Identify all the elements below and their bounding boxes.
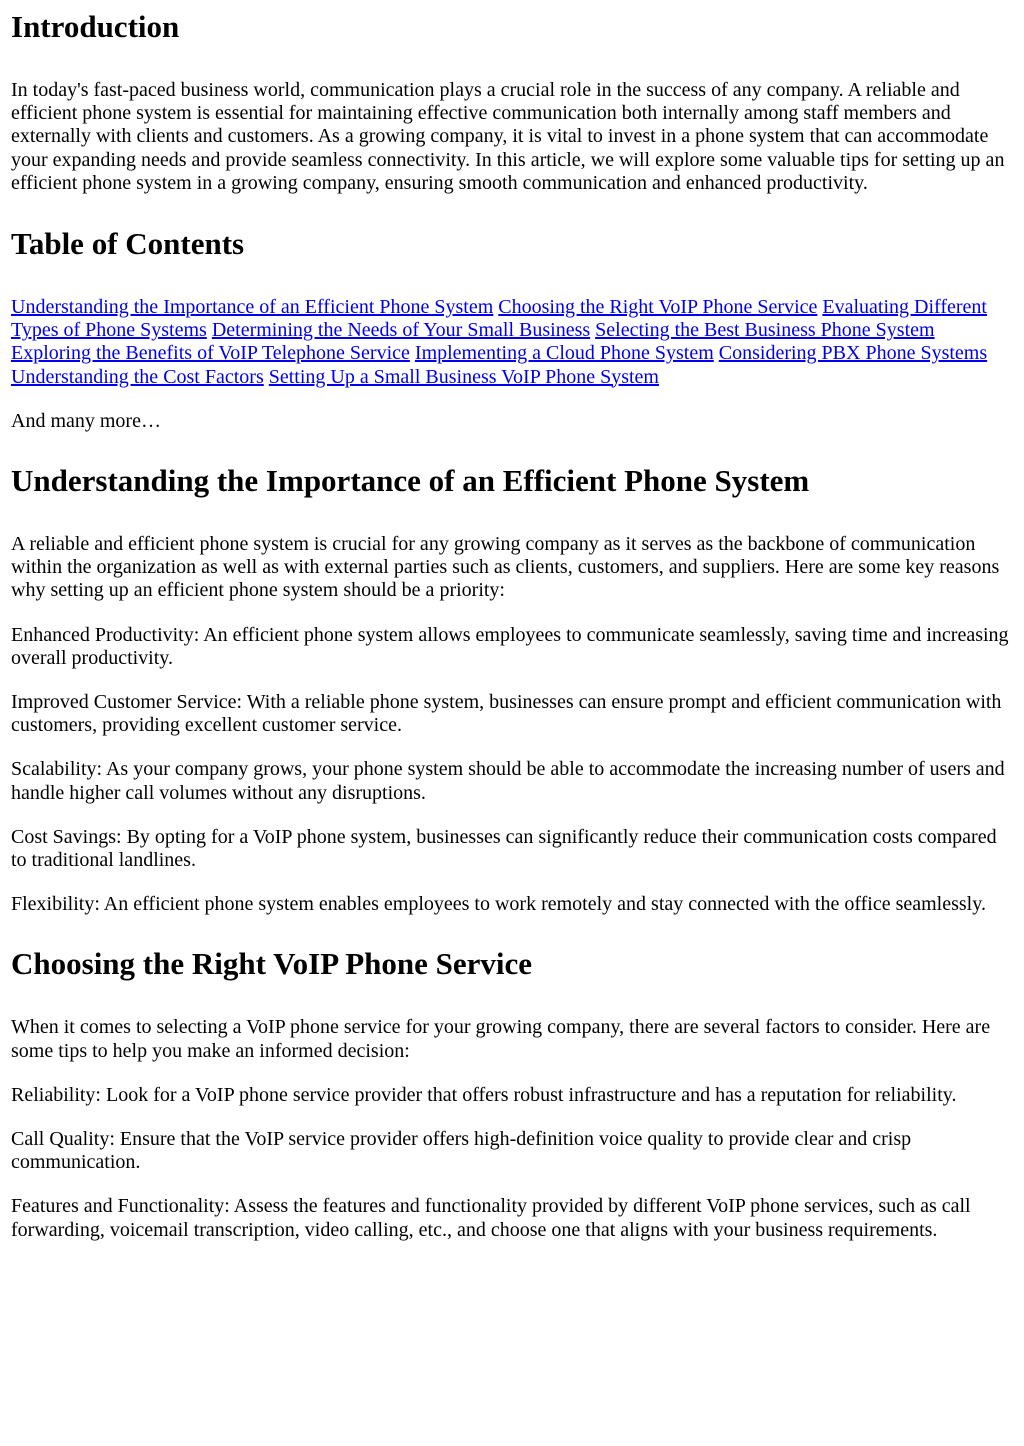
section-voip-item: Reliability: Look for a VoIP phone service provider that offers robust infrastructure and has a reputation for reliability. <box>11 1083 957 1106</box>
toc-link-cloud-phone[interactable]: Implementing a Cloud Phone System <box>414 342 714 365</box>
section-importance-item: Cost Savings: By opting for a VoIP phone system, businesses can significantly reduce their communication costs compared to traditional landlines. <box>11 825 997 872</box>
toc-link-cost-factors[interactable]: Understanding the Cost Factors <box>11 365 264 388</box>
section-importance-item: Scalability: As your company grows, your phone system should be able to accommodate the increasing number of users and handle higher call volumes without any disruptions. <box>11 758 1005 804</box>
toc-link-setup-voip[interactable]: Setting Up a Small Business VoIP Phone System <box>268 365 659 388</box>
toc-link-importance[interactable]: Understanding the Importance of an Efficient Phone System <box>11 296 494 319</box>
toc-link-voip-service[interactable]: Choosing the Right VoIP Phone Service <box>498 296 818 319</box>
section-voip-item: Call Quality: Ensure that the VoIP service provider offers high-definition voice quality to provide clear and crisp communication. <box>11 1128 912 1174</box>
toc-link-business-needs[interactable]: Determining the Needs of Your Small Business <box>211 319 591 342</box>
section-voip-item: Features and Functionality: Assess the features and functionality provided by different VoIP phone services, such as call forwarding, voicemail transcription, video calling, etc., and choose one that aligns with your business requirements. <box>11 1195 971 1241</box>
intro-heading: Introduction <box>11 9 180 44</box>
toc-more-text: And many more… <box>11 409 161 432</box>
toc-link-best-business-phone[interactable]: Selecting the Best Business Phone System <box>595 319 935 342</box>
section-importance-item: Improved Customer Service: With a reliable phone system, businesses can ensure prompt and efficient communication with customers, providing excellent customer service. <box>11 691 1002 737</box>
toc-links <box>11 296 1013 389</box>
section-voip-heading: Choosing the Right VoIP Phone Service <box>11 946 533 982</box>
section-importance-item: Flexibility: An efficient phone system enables employees to work remotely and stay connected with the office seamlessly. <box>11 893 986 916</box>
section-importance-intro: A reliable and efficient phone system is crucial for any growing company as it serves as the backbone of communication within the organization as well as with external parties such as clients, customers, and suppliers. Here are some key reasons why setting up an efficient phone system should be a priority: <box>11 533 1000 602</box>
intro-paragraph: In today's fast-paced business world, communication plays a crucial role in the success of any company. A reliable and efficient phone system is essential for maintaining effective communication both internally among staff members and externally with clients and customers. As a growing company, it is vital to invest in a phone system that can accommodate your expanding needs and provide seamless connectivity. In this article, we will explore some valuable tips for setting up an efficient phone system in a growing company, ensuring smooth communication and enhanced productivity. <box>11 79 1005 194</box>
toc-link-evaluating-types[interactable]: Evaluating Different Types of Phone Systems <box>11 296 987 342</box>
toc-heading: Table of Contents <box>11 226 245 262</box>
toc-link-voip-benefits[interactable]: Exploring the Benefits of VoIP Telephone Service <box>11 342 410 365</box>
section-voip-intro: When it comes to selecting a VoIP phone service for your growing company, there are several factors to consider. Here are some tips to help you make an informed decision: <box>11 1016 991 1062</box>
section-importance-heading: Understanding the Importance of an Efficient Phone System <box>11 463 810 499</box>
section-importance-item: Enhanced Productivity: An efficient phone system allows employees to communicate seamlessly, saving time and increasing overall productivity. <box>11 623 1009 669</box>
toc-link-pbx[interactable]: Considering PBX Phone Systems <box>718 342 988 365</box>
